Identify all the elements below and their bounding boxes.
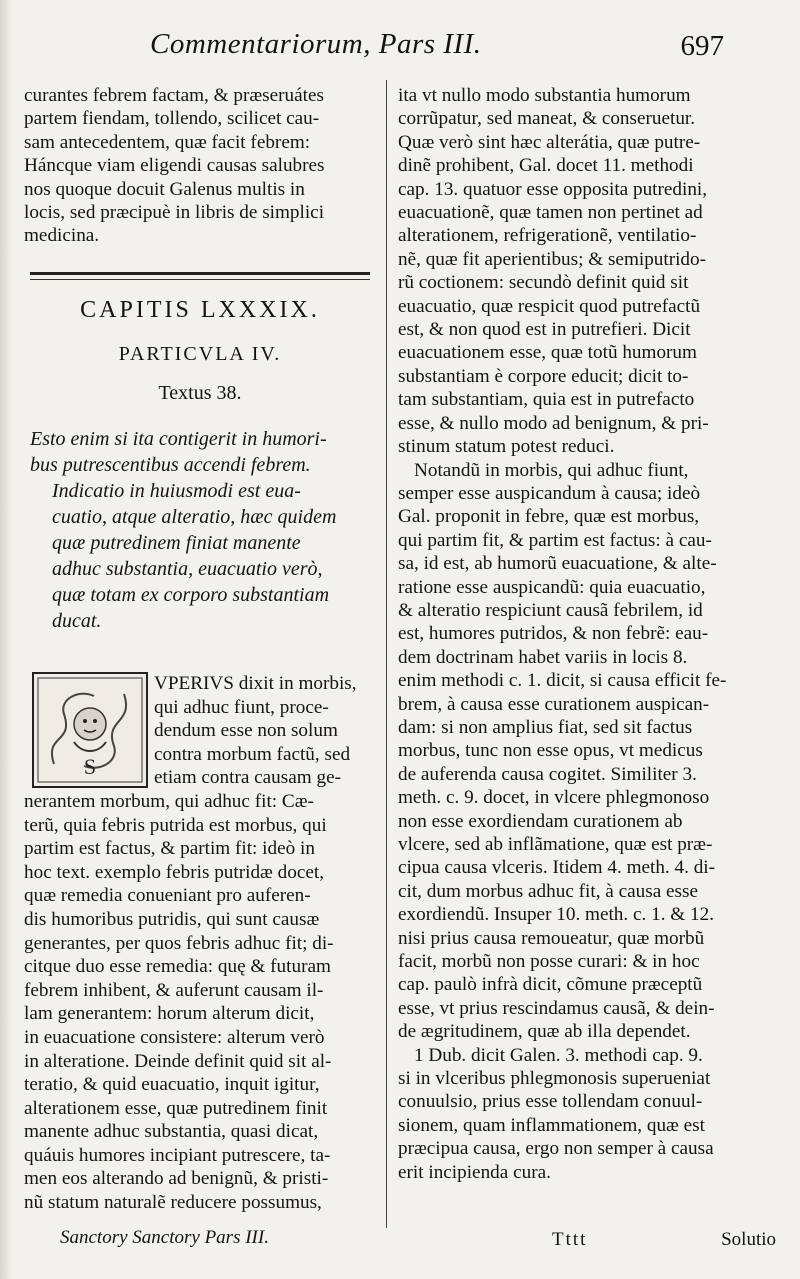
text-line: in alteratione. Deinde definit quid sit al-: [24, 1050, 332, 1072]
text-line: erit incipienda cura.: [398, 1161, 551, 1183]
text-line: teratio, & quid euacuatio, inquit igitur,: [24, 1074, 320, 1096]
text-line: si in vlceribus phlegmonosis superueniat: [398, 1068, 711, 1090]
text-line: generantes, per quos febris adhuc fit; di-: [24, 932, 334, 954]
text-line: partim est factus, & partim fit: ideò in: [24, 838, 315, 860]
text-line: semper esse auspicandum à causa; ideò: [398, 482, 701, 504]
text-line: est, & non quod est in putrefieri. Dicit: [398, 319, 691, 341]
text-line: febrem inhibent, & auferunt causam il-: [24, 979, 324, 1001]
text-line: cit, dum morbus adhuc fit, à causa esse: [398, 880, 698, 902]
text-line: qui partim fit, & partim est factus: à cau-: [398, 529, 712, 551]
text-line: dam: si non amplius fiat, sed sit factus: [398, 716, 693, 738]
section-rule-thin: [30, 279, 370, 280]
column-divider: [386, 80, 387, 1228]
text-line: lam generantem: horum alterum dicit,: [24, 1003, 315, 1025]
text-line: nerantem morbum, qui adhuc fit: Cæ-: [24, 790, 314, 812]
text-line: qui adhuc fiunt, proce-: [154, 696, 329, 718]
text-line: sionem, quam inflammationem, quæ est: [398, 1114, 705, 1136]
text-line: meth. c. 9. docet, in vlcere phlegmonoso: [398, 787, 710, 809]
text-line: euacuationem esse, quæ totũ humorum: [398, 342, 697, 364]
text-line: medicina.: [24, 225, 100, 247]
text-line: quæ remedia conueniant pro auferen-: [24, 885, 311, 907]
left-column-body: [24, 672, 374, 1215]
text-line: VPERIVS dixit in morbis,: [154, 673, 357, 694]
text-line: non esse exordiendam curationem ab: [398, 810, 683, 832]
lemma-line: cuatio, atque alteratio, hæc quidem: [52, 506, 337, 528]
textus-heading: Textus 38.: [158, 382, 242, 404]
text-line: Háncque viam eligendi causas salubres: [24, 155, 325, 177]
text-line: quáuis humores incipiant putrescere, ta-: [24, 1144, 331, 1166]
text-line: cipua causa vlceris. Itidem 4. meth. 4. di-: [398, 857, 716, 879]
lemma-line: ducat.: [52, 610, 102, 632]
signature-mark: Tttt: [552, 1229, 588, 1250]
text-line: esse, & nullo modo ad benignum, & pri-: [398, 412, 709, 434]
text-line: ita vt nullo modo substantia humorum: [398, 85, 691, 106]
text-line: & alteratio respiciunt causã febrilem, id: [398, 599, 703, 621]
catchword: Solutio: [721, 1229, 776, 1250]
text-line: euacuatio, quæ respicit quod putrefactũ: [398, 295, 701, 317]
text-line: dem doctrinam habet variis in locis 8.: [398, 646, 688, 668]
text-line: vlcere, sed ab inflãmatione, quæ est præ-: [398, 834, 713, 855]
text-line: dinẽ prohibent, Gal. docet 11. methodi: [398, 155, 694, 177]
text-line: morbus, tunc non esse opus, vt medicus: [398, 740, 703, 762]
lemma-line: quæ putredinem finiat manente: [52, 532, 301, 554]
text-line: alterationem esse, quæ putredinem finit: [24, 1097, 328, 1119]
lemma-line: quæ totam ex corporo substantiam: [52, 584, 330, 606]
chapter-heading: CAPITIS LXXXIX.: [80, 297, 320, 323]
text-line: rũ coctionem: secundò definit quid sit: [398, 272, 689, 294]
text-line: exordiendũ. Insuper 10. meth. c. 1. & 12.: [398, 904, 714, 926]
lemma-line: bus putrescentibus accendi febrem.: [30, 454, 311, 476]
text-line: enim methodi c. 1. dicit, si causa efficit fe-: [398, 670, 727, 692]
text-line: de auferenda causa cogitet. Similiter 3.: [398, 763, 697, 785]
text-line: terũ, quia febris putrida est morbus, qui: [24, 814, 327, 836]
lemma-line: Indicatio in huiusmodi est eua-: [52, 480, 301, 502]
text-line: facit, morbũ non posse curari: & in hoc: [398, 951, 700, 973]
text-line: sam antecedentem, quæ facit febrem:: [24, 131, 311, 153]
text-line: Notandũ in morbis, qui adhuc fiunt,: [414, 459, 689, 481]
text-line: citque duo esse remedia: quę & futuram: [24, 956, 331, 978]
left-column-top: [24, 84, 374, 248]
text-line: brem, à causa esse curationem auspican-: [398, 693, 710, 715]
text-line: ratione esse auspicandũ: quia euacuatio,: [398, 576, 706, 598]
text-line: cap. 13. quatuor esse opposita putredini,: [398, 178, 708, 200]
text-line: dendum esse non solum: [154, 720, 338, 742]
svg-text:S: S: [83, 754, 97, 779]
text-line: in euacuatione consistere: alterum verò: [24, 1026, 325, 1048]
text-line: sa, id est, ab humorũ euacuatione, & alte-: [398, 553, 717, 575]
text-line: esse, vt prius rescindamus causã, & dein-: [398, 997, 715, 1019]
lemma-line: Esto enim si ita contigerit in humori-: [30, 428, 327, 450]
text-line: 1 Dub. dicit Galen. 3. methodi cap. 9.: [414, 1044, 703, 1066]
text-line: nos quoque docuit Galenus multis in: [24, 178, 305, 200]
text-line: etiam contra causam ge-: [154, 767, 341, 789]
running-head-title: Commentariorum, Pars III.: [150, 28, 482, 60]
lemma-line: adhuc substantia, euacuatio verò,: [52, 558, 323, 580]
text-line: curantes febrem factam, & præseruátes: [24, 85, 324, 106]
text-line: cap. paulò infrà dicit, cõmune præceptũ: [398, 974, 703, 996]
text-line: nisi prius causa remoueatur, quæ morbũ: [398, 927, 705, 949]
text-line: hoc text. exemplo febris putridæ docet,: [24, 861, 324, 883]
section-rule: [30, 272, 370, 275]
text-line: de ægritudinem, quæ ab illa dependet.: [398, 1021, 691, 1043]
right-column: [398, 84, 770, 1184]
page-number: 697: [680, 30, 724, 62]
text-line: partem fiendam, tollendo, scilicet cau-: [24, 108, 320, 130]
text-line: conuulsio, prius esse tollendam conuul-: [398, 1091, 703, 1113]
text-line: stinum statum potest reduci.: [398, 436, 615, 458]
lemma-text: [30, 426, 375, 634]
particula-heading: PARTICVLA IV.: [118, 343, 282, 365]
text-line: contra morbum factũ, sed: [154, 743, 351, 765]
text-line: manente adhuc substantia, quasi dicat,: [24, 1121, 319, 1143]
text-line: locis, sed præcipuè in libris de simplici: [24, 202, 325, 224]
text-line: est, humores putridos, & non febrẽ: eau-: [398, 623, 709, 645]
text-line: præcipua causa, ergo non semper à causa: [398, 1138, 714, 1160]
page-gutter-shadow: [0, 0, 12, 1279]
text-line: euacuationẽ, quæ tamen non pertinet ad: [398, 202, 703, 224]
text-line: alterationem, refrigerationẽ, ventilatio-: [398, 225, 697, 247]
text-line: men eos alterando ad benignũ, & pristi-: [24, 1168, 329, 1190]
text-line: substantiam è corpore educit; dicit to-: [398, 365, 689, 387]
text-line: tam substantiam, quia est in putrefacto: [398, 389, 695, 411]
running-footer: Sanctory Sanctory Pars III.: [60, 1227, 269, 1248]
text-line: corrũpatur, sed maneat, & conseruetur.: [398, 108, 696, 130]
text-line: Gal. proponit in febre, quæ est morbus,: [398, 506, 700, 528]
text-line: dis humoribus putridis, qui sunt causæ: [24, 908, 320, 930]
text-line: nẽ, quæ fit aperientibus; & semiputrido-: [398, 248, 707, 270]
text-line: Quæ verò sint hæc alterátia, quæ putre-: [398, 131, 701, 153]
text-line: nũ statum naturalẽ reducere possumus,: [24, 1192, 322, 1214]
